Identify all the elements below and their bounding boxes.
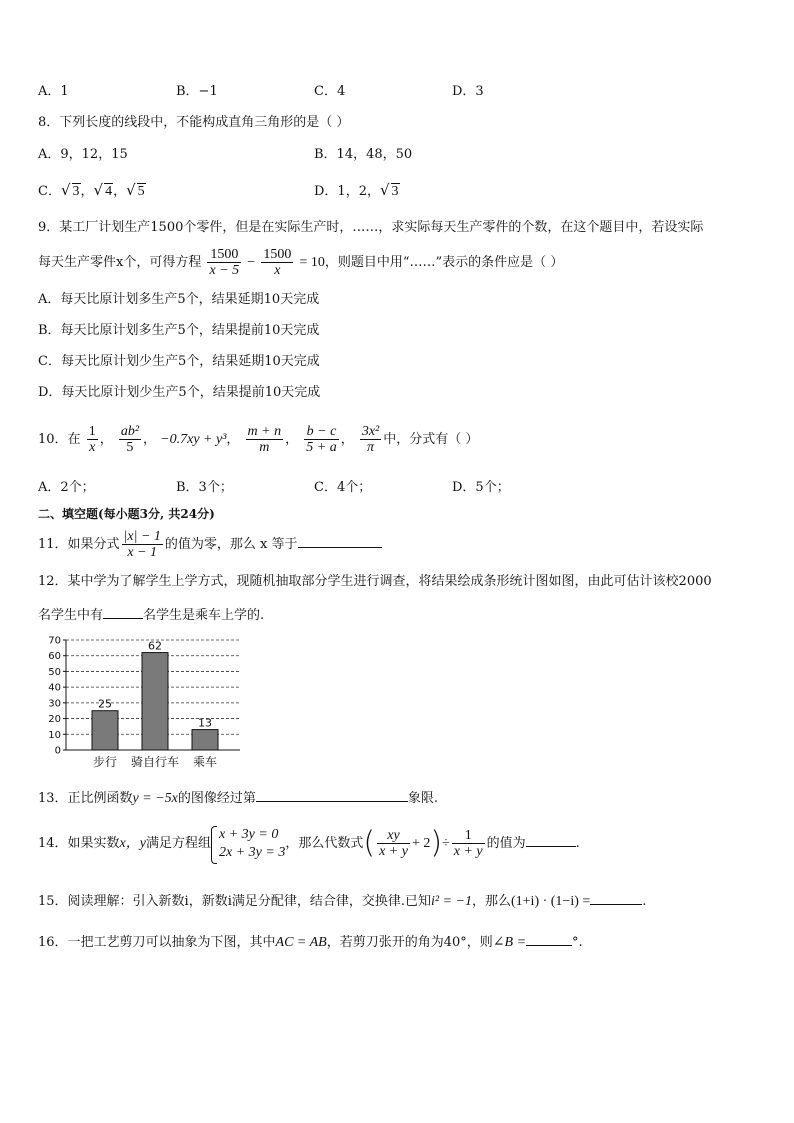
category-label: 乘车	[192, 755, 218, 769]
q10-option-c: C．4个；	[314, 480, 372, 495]
q16-answer-blank	[526, 931, 572, 946]
q10-option-a: A．2个；	[38, 480, 95, 495]
y-tick-label: 20	[48, 714, 61, 726]
y-tick-label: 40	[48, 682, 61, 694]
q8-option-b: B．14，48，50	[314, 147, 413, 162]
q14-stem: 14．如果实数x，y满足方程组 x + 3y = 0 2x + 3y = 3 ，那么代数式( $\frac{xy}{x + y}$ + 2)÷ $\frac{1}{x + y}$ 的值为 .	[38, 820, 580, 868]
y-tick-label: 30	[48, 698, 61, 710]
q8-stem: 8．下列长度的线段中，不能构成直角三角形的是（ ）	[38, 115, 350, 130]
category-label: 骑自行车	[130, 755, 180, 769]
q13-stem: 13．正比例函数y = −5x的图像经过第 象限.	[38, 787, 438, 807]
y-tick-label: 50	[48, 666, 61, 678]
q9-option-a: A．每天比原计划多生产5个，结果延期10天完成	[38, 292, 320, 307]
bar-value-label: 62	[148, 639, 162, 653]
bar	[92, 711, 118, 750]
q11-stem: 11．如果分式 $\frac{|x| - 1}{x - 1}$ 的值为零，那么 x 等于	[38, 527, 382, 563]
q9-option-d: D．每天比原计划少生产5个，结果提前10天完成	[38, 385, 321, 400]
q11-answer-blank	[298, 533, 382, 548]
bar-value-label: 13	[198, 716, 212, 730]
q9-line2: 每天生产零件x个，可得方程 $\frac{1500}{x - 5}$ − $\frac{1500}{x}$ = 10，则题目中用“……”表示的条件应是（ ）	[38, 247, 564, 278]
bar	[142, 653, 168, 750]
q13-answer-blank	[256, 787, 408, 802]
q10-stem: 10．在 $\frac{1}{x}$ ， $\frac{\text{ab²}}{5}$ ， −0.7xy + y³， $\frac{m + n}{m}$ ， $\frac{b - c}{5 + a}$ ， $\frac{\text{3x²}}{\pi}$ 中，分式有（ ）	[38, 424, 479, 455]
q12-line1: 12．某中学为了解学生上学方式，现随机抽取部分学生进行调查，将结果绘成条形统计图如图，由此可估计该校2000	[38, 574, 712, 589]
q12-answer-blank	[103, 604, 143, 619]
section-heading: 二、填空题(每小题3分, 共24分)	[38, 507, 215, 521]
q9-option-b: B．每天比原计划多生产5个，结果提前10天完成	[38, 323, 320, 338]
q8-option-c: C．√ 3，√ 4，√ 5	[38, 181, 145, 199]
bar	[192, 730, 218, 750]
y-tick-label: 70	[48, 635, 61, 647]
q8-option-d: D．1，2，√ 3	[314, 181, 399, 199]
q15-stem: 15．阅读理解：引入新数i，新数i满足分配律，结合律，交换律.已知i² = −1，那么(1+i) · (1−i) = .	[38, 890, 646, 910]
q8-option-a: A．9，12，15	[38, 147, 128, 162]
q9-option-c: C．每天比原计划少生产5个，结果延期10天完成	[38, 354, 320, 369]
y-tick-label: 60	[48, 651, 61, 663]
category-label: 步行	[92, 755, 118, 769]
q16-stem: 16．一把工艺剪刀可以抽象为下图，其中AC = AB，若剪刀张开的角为40°，则∠B = °.	[38, 931, 583, 951]
q14-answer-blank	[526, 832, 576, 847]
q7-option-a: A．1	[38, 84, 69, 99]
bar-chart	[36, 632, 256, 772]
q12-line2: 名学生中有 名学生是乘车上学的.	[38, 604, 264, 624]
q10-option-b: B．3个；	[176, 480, 233, 495]
y-tick-label: 0	[54, 745, 61, 757]
y-tick-label: 10	[48, 729, 61, 741]
q10-option-d: D．5个；	[452, 480, 510, 495]
bar-value-label: 25	[98, 697, 112, 711]
q15-answer-blank	[590, 890, 642, 905]
q7-option-d: D．3	[452, 84, 484, 99]
q7-option-c: C．4	[314, 84, 346, 99]
q9-line1: 9．某工厂计划生产1500个零件，但是在实际生产时，……，求实际每天生产零件的个数，在这个题目中，若设实际	[38, 220, 704, 235]
q7-option-b: B．−1	[176, 84, 218, 99]
